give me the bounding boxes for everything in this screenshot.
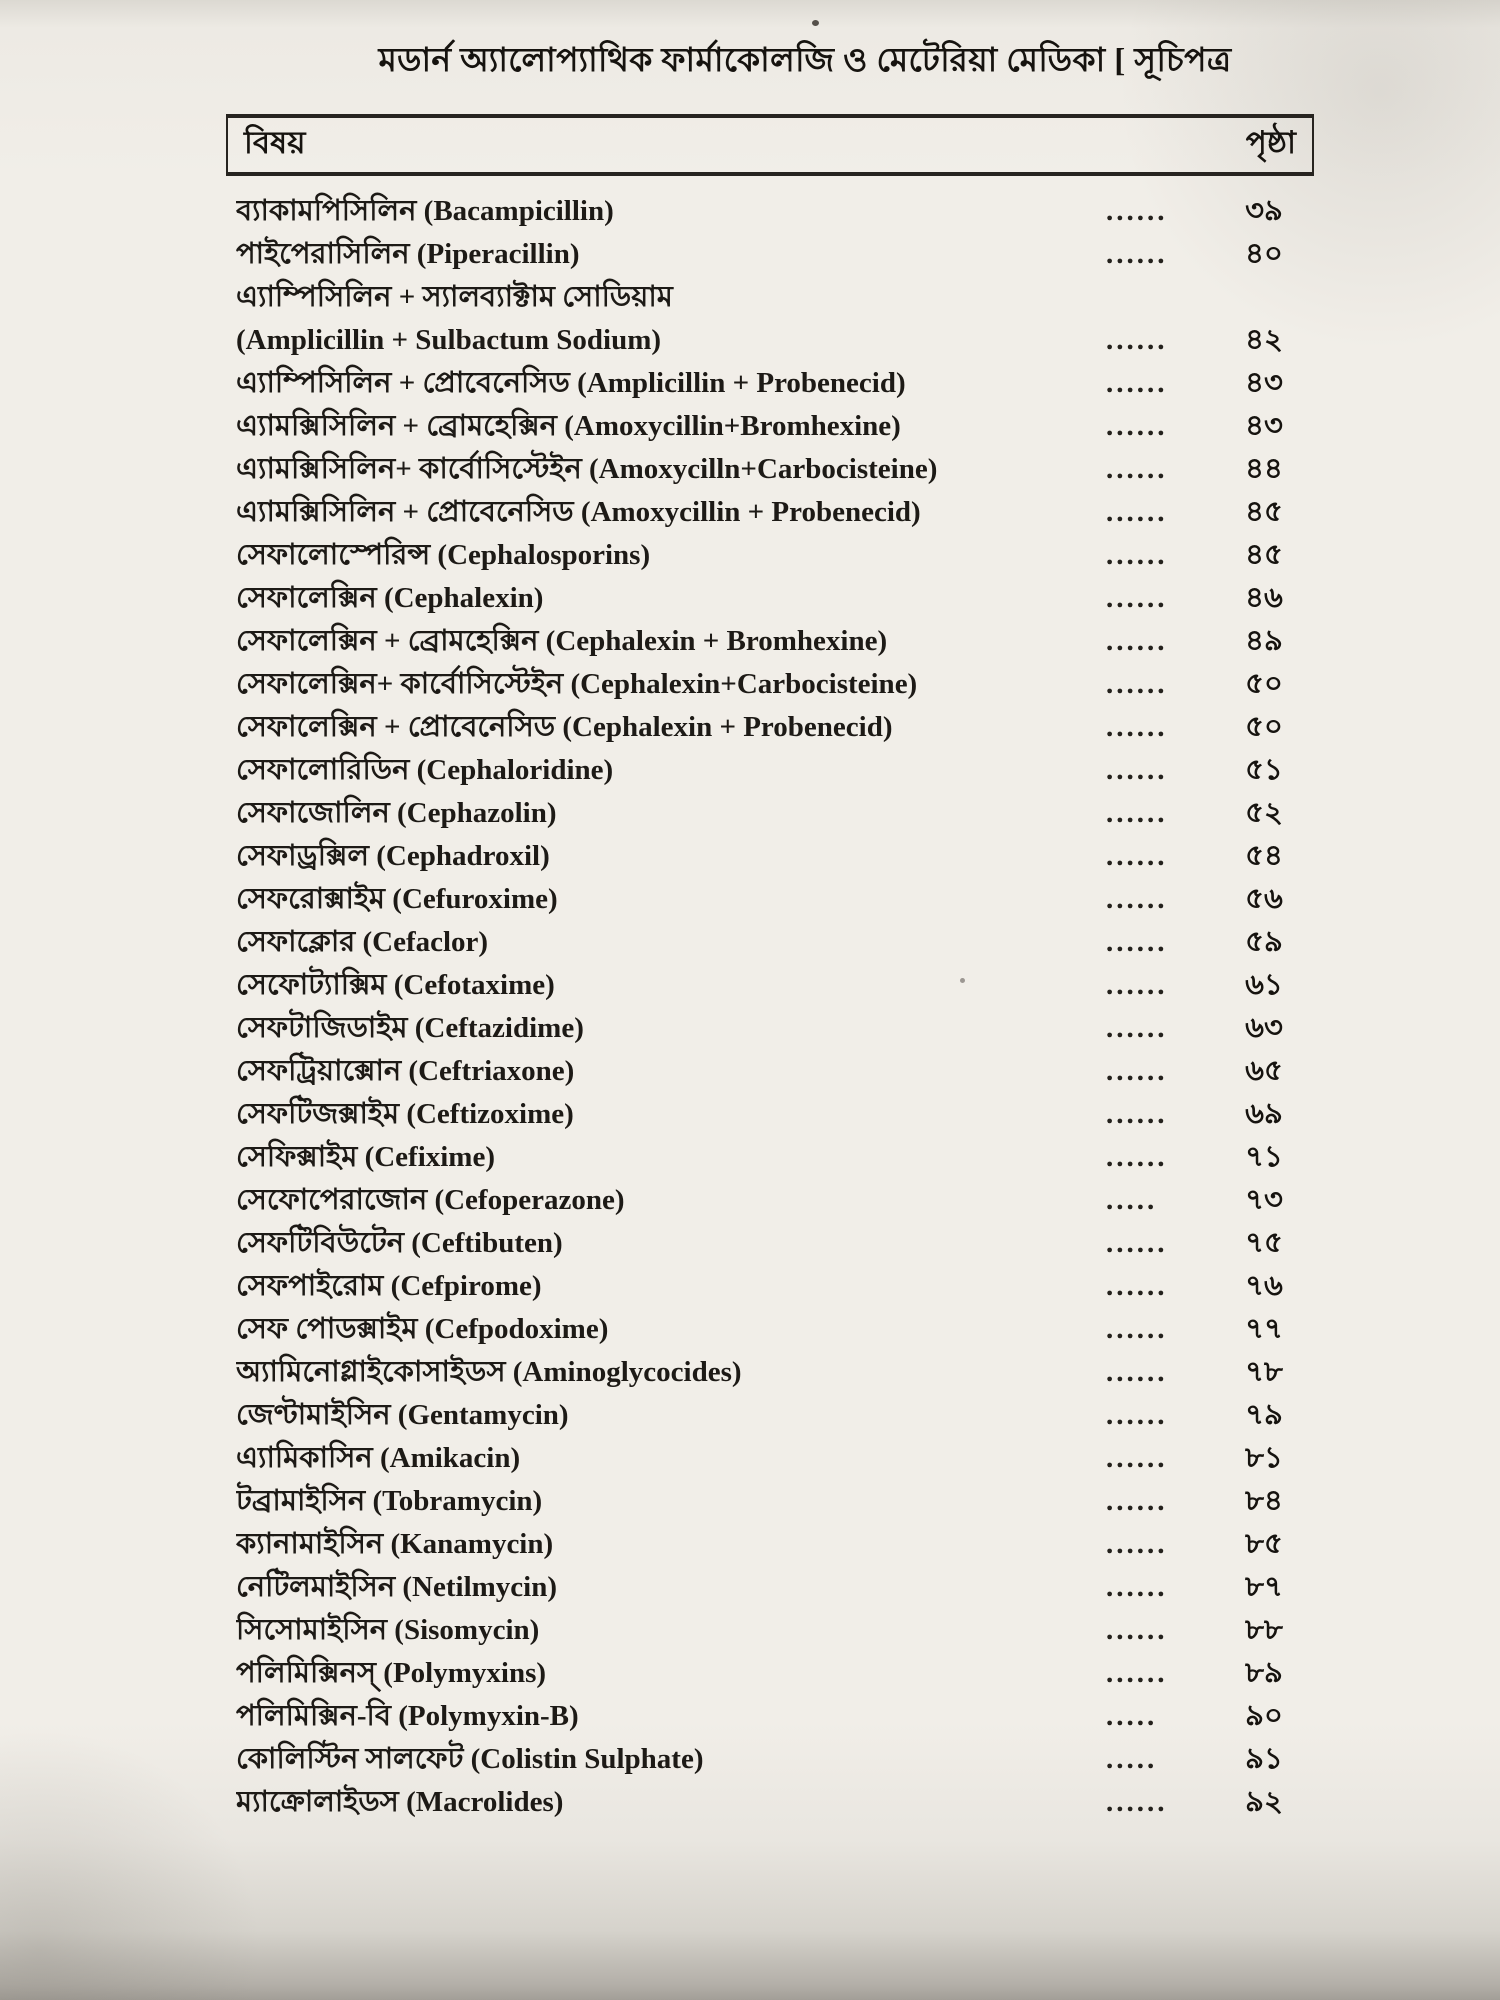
- entry-subject: সেফালেক্সিন+ কার্বোসিস্টেইন (Cephalexin+Carbocisteine): [236, 668, 918, 700]
- entry-subject: সেফপাইরোম (Cefpirome): [236, 1270, 542, 1302]
- toc-entry-row: [226, 747, 1314, 790]
- entry-dot-leader: ......: [1106, 711, 1168, 743]
- toc-entry-row: [226, 188, 1314, 231]
- toc-entry-row: [226, 1091, 1314, 1134]
- toc-entry-row: [226, 876, 1314, 919]
- entry-page-number: ৪৫: [1245, 496, 1283, 528]
- entry-dot-leader: ......: [1106, 1356, 1168, 1388]
- entry-dot-leader: ......: [1106, 238, 1168, 270]
- toc-entry-row: [226, 1736, 1314, 1779]
- toc-entry-row: [226, 274, 1314, 317]
- table-header-row: [226, 114, 1314, 176]
- entry-dot-leader: ......: [1106, 797, 1168, 829]
- entry-page-number: ৯০: [1245, 1700, 1283, 1732]
- toc-entry-row: [226, 575, 1314, 618]
- entry-subject: ম্যাক্রোলাইডস (Macrolides): [236, 1786, 564, 1818]
- toc-entry-row: [226, 1693, 1314, 1736]
- entry-page-number: ৪০: [1245, 238, 1283, 270]
- entry-dot-leader: ......: [1106, 1571, 1168, 1603]
- entry-page-number: ৪৪: [1245, 453, 1283, 485]
- column-header-subject: বিষয়: [244, 125, 306, 160]
- column-header-page: পৃষ্ঠা: [1245, 125, 1296, 160]
- entry-dot-leader: ......: [1106, 410, 1168, 442]
- entry-subject: ক্যানামাইসিন (Kanamycin): [236, 1528, 554, 1560]
- entry-subject: নেটিলমাইসিন (Netilmycin): [236, 1571, 558, 1603]
- toc-entry-row: [226, 1607, 1314, 1650]
- entry-page-number: ৪২: [1245, 324, 1283, 356]
- entry-page-number: ৫৬: [1245, 883, 1283, 915]
- entry-dot-leader: ......: [1106, 1399, 1168, 1431]
- entry-subject: সেফট্রিয়াক্সোন (Ceftriaxone): [236, 1055, 575, 1087]
- toc-entry-row: [226, 231, 1314, 274]
- entry-dot-leader: ......: [1106, 754, 1168, 786]
- entry-dot-leader: ......: [1106, 1055, 1168, 1087]
- entry-dot-leader: ......: [1106, 195, 1168, 227]
- entry-subject: পাইপেরাসিলিন (Piperacillin): [236, 238, 580, 270]
- toc-entry-row: [226, 1220, 1314, 1263]
- entry-page-number: ৭৬: [1245, 1270, 1283, 1302]
- entry-dot-leader: ......: [1106, 625, 1168, 657]
- entry-subject: জেণ্টামাইসিন (Gentamycin): [236, 1399, 569, 1431]
- entry-dot-leader: ......: [1106, 969, 1168, 1001]
- entry-subject: সেফটিবিউটেন (Ceftibuten): [236, 1227, 563, 1259]
- entry-dot-leader: ......: [1106, 1485, 1168, 1517]
- entry-dot-leader: .....: [1106, 1184, 1158, 1216]
- entry-dot-leader: ......: [1106, 883, 1168, 915]
- entry-dot-leader: ......: [1106, 367, 1168, 399]
- entry-page-number: ৫০: [1245, 711, 1283, 743]
- entry-dot-leader: .....: [1106, 1700, 1158, 1732]
- entry-page-number: ৫৪: [1245, 840, 1283, 872]
- entry-page-number: ৮৮: [1245, 1614, 1283, 1646]
- scan-speck: [812, 20, 819, 26]
- entry-subject: সেফরোক্সাইম (Cefuroxime): [236, 883, 558, 915]
- entry-page-number: ৮৫: [1245, 1528, 1283, 1560]
- entry-subject: ব্যাকামপিসিলিন (Bacampicillin): [236, 195, 614, 227]
- entry-dot-leader: ......: [1106, 1528, 1168, 1560]
- entry-subject: সেফ পোডক্সাইম (Cefpodoxime): [236, 1313, 609, 1345]
- toc-entry-row: [226, 919, 1314, 962]
- entry-page-number: ৫০: [1245, 668, 1283, 700]
- toc-entry-row: [226, 704, 1314, 747]
- entry-subject: সেফোট্যাক্সিম (Cefotaxime): [236, 969, 555, 1001]
- toc-entry-row: [226, 317, 1314, 360]
- toc-entry-row: [226, 1263, 1314, 1306]
- entry-dot-leader: ......: [1106, 1141, 1168, 1173]
- toc-entry-row: [226, 446, 1314, 489]
- toc-entry-row: [226, 1177, 1314, 1220]
- toc-entry-row: [226, 1564, 1314, 1607]
- entry-dot-leader: ......: [1106, 1614, 1168, 1646]
- entry-dot-leader: ......: [1106, 1657, 1168, 1689]
- entry-dot-leader: ......: [1106, 1098, 1168, 1130]
- entry-subject: টব্রামাইসিন (Tobramycin): [236, 1485, 543, 1517]
- toc-entry-row: [226, 403, 1314, 446]
- entry-page-number: ৬৩: [1245, 1012, 1283, 1044]
- toc-entries-list: [226, 176, 1314, 1822]
- entry-subject: সেফিক্সাইম (Cefixime): [236, 1141, 495, 1173]
- entry-page-number: ৭৭: [1245, 1313, 1283, 1345]
- entry-subject: সেফোপেরাজোন (Cefoperazone): [236, 1184, 625, 1216]
- entry-page-number: ৯২: [1245, 1786, 1283, 1818]
- entry-subject: সিসোমাইসিন (Sisomycin): [236, 1614, 540, 1646]
- entry-dot-leader: ......: [1106, 1786, 1168, 1818]
- entry-dot-leader: ......: [1106, 1227, 1168, 1259]
- entry-dot-leader: ......: [1106, 1313, 1168, 1345]
- toc-entry-row: [226, 1521, 1314, 1564]
- entry-subject: এ্যাম্পিসিলিন + স্যালব্যাক্টাম সোডিয়াম: [236, 281, 673, 313]
- toc-entry-row: [226, 1306, 1314, 1349]
- entry-subject: সেফটাজিডাইম (Ceftazidime): [236, 1012, 584, 1044]
- entry-subject: এ্যাম্পিসিলিন + প্রোবেনেসিড (Amplicillin + Probenecid): [236, 367, 906, 399]
- entry-page-number: ৫৯: [1245, 926, 1283, 958]
- entry-subject: সেফাড্রক্সিল (Cephadroxil): [236, 840, 550, 872]
- toc-entry-row: [226, 489, 1314, 532]
- toc-entry-row: [226, 1392, 1314, 1435]
- toc-entry-row: [226, 1650, 1314, 1693]
- toc-entry-row: [226, 360, 1314, 403]
- entry-page-number: ৪৯: [1245, 625, 1283, 657]
- entry-dot-leader: ......: [1106, 668, 1168, 700]
- entry-page-number: ৮১: [1245, 1442, 1283, 1474]
- entry-page-number: ৬১: [1245, 969, 1283, 1001]
- entry-page-number: ৭৮: [1245, 1356, 1283, 1388]
- entry-dot-leader: .....: [1106, 1743, 1158, 1775]
- entry-page-number: ৪৫: [1245, 539, 1283, 571]
- entry-page-number: ৮৭: [1245, 1571, 1283, 1603]
- entry-dot-leader: ......: [1106, 1012, 1168, 1044]
- toc-entry-row: [226, 1005, 1314, 1048]
- entry-page-number: ৭৩: [1245, 1184, 1283, 1216]
- entry-page-number: ৫২: [1245, 797, 1283, 829]
- entry-page-number: ৮৯: [1245, 1657, 1283, 1689]
- toc-entry-row: [226, 532, 1314, 575]
- toc-entry-row: [226, 962, 1314, 1005]
- entry-subject: সেফটিজক্সাইম (Ceftizoxime): [236, 1098, 574, 1130]
- entry-subject: এ্যামক্সিসিলিন+ কার্বোসিস্টেইন (Amoxycilln+Carbocisteine): [236, 453, 938, 485]
- entry-page-number: ৪৩: [1245, 367, 1283, 399]
- toc-entry-row: [226, 1349, 1314, 1392]
- entry-subject: কোলিস্টিন সালফেট (Colistin Sulphate): [236, 1743, 704, 1775]
- entry-dot-leader: ......: [1106, 324, 1168, 356]
- entry-subject: এ্যামক্সিসিলিন + ব্রোমহেক্সিন (Amoxycillin+Bromhexine): [236, 410, 901, 442]
- entry-subject: সেফাজোলিন (Cephazolin): [236, 797, 557, 829]
- entry-page-number: ৭৫: [1245, 1227, 1283, 1259]
- entry-dot-leader: ......: [1106, 453, 1168, 485]
- entry-subject: সেফালেক্সিন + ব্রোমহেক্সিন (Cephalexin + Bromhexine): [236, 625, 888, 657]
- entry-page-number: ৭৯: [1245, 1399, 1283, 1431]
- entry-subject: পলিমিক্সিনস্ (Polymyxins): [236, 1657, 547, 1689]
- entry-page-number: ৫১: [1245, 754, 1283, 786]
- page-content: [226, 34, 1314, 1822]
- entry-page-number: ৬৯: [1245, 1098, 1283, 1130]
- entry-subject: সেফালেক্সিন + প্রোবেনেসিড (Cephalexin + Probenecid): [236, 711, 893, 743]
- toc-entry-row: [226, 1048, 1314, 1091]
- toc-entry-row: [226, 833, 1314, 876]
- toc-entry-row: [226, 661, 1314, 704]
- entry-dot-leader: ......: [1106, 926, 1168, 958]
- entry-page-number: ৭১: [1245, 1141, 1283, 1173]
- toc-entry-row: [226, 790, 1314, 833]
- page-title: মডার্ন অ্যালোপ্যাথিক ফার্মাকোলজি ও মেটেরিয়া মেডিকা [ সূচিপত্র: [378, 43, 1232, 79]
- entry-page-number: ৩৯: [1245, 195, 1283, 227]
- entry-page-number: ৮৪: [1245, 1485, 1283, 1517]
- entry-dot-leader: ......: [1106, 1270, 1168, 1302]
- entry-subject: এ্যামক্সিসিলিন + প্রোবেনেসিড (Amoxycillin + Probenecid): [236, 496, 921, 528]
- toc-entry-row: [226, 1134, 1314, 1177]
- entry-page-number: ৬৫: [1245, 1055, 1283, 1087]
- entry-subject: (Amplicillin + Sulbactum Sodium): [236, 324, 662, 356]
- entry-page-number: ৪৩: [1245, 410, 1283, 442]
- entry-subject: সেফাক্লোর (Cefaclor): [236, 926, 489, 958]
- entry-dot-leader: ......: [1106, 1442, 1168, 1474]
- entry-page-number: ৪৬: [1245, 582, 1283, 614]
- toc-entry-row: [226, 1779, 1314, 1822]
- toc-entry-row: [226, 1435, 1314, 1478]
- entry-dot-leader: ......: [1106, 840, 1168, 872]
- toc-entry-row: [226, 1478, 1314, 1521]
- entry-subject: সেফালোরিডিন (Cephaloridine): [236, 754, 614, 786]
- entry-subject: অ্যামিনোগ্লাইকোসাইডস (Aminoglycocides): [236, 1356, 742, 1388]
- entry-dot-leader: ......: [1106, 496, 1168, 528]
- entry-page-number: ৯১: [1245, 1743, 1283, 1775]
- entry-subject: সেফালোস্পেরিন্স (Cephalosporins): [236, 539, 651, 571]
- entry-dot-leader: ......: [1106, 582, 1168, 614]
- entry-subject: সেফালেক্সিন (Cephalexin): [236, 582, 544, 614]
- entry-dot-leader: ......: [1106, 539, 1168, 571]
- toc-entry-row: [226, 618, 1314, 661]
- entry-subject: পলিমিক্সিন-বি (Polymyxin-B): [236, 1700, 579, 1732]
- entry-subject: এ্যামিকাসিন (Amikacin): [236, 1442, 521, 1474]
